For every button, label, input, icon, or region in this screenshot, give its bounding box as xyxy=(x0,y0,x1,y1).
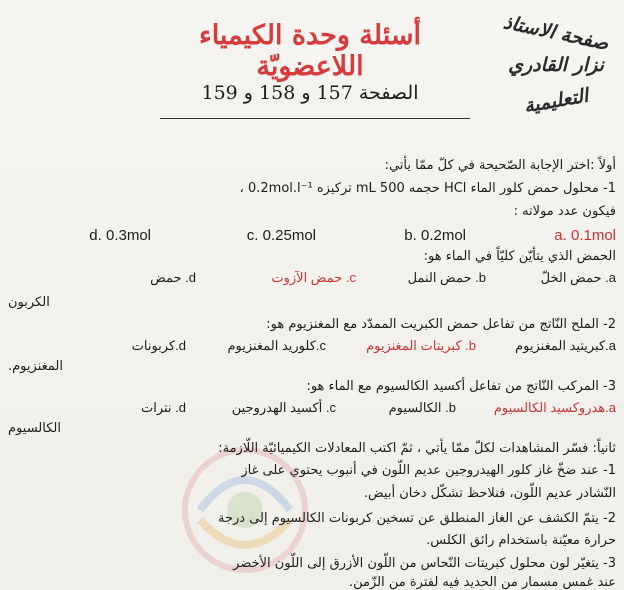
header-divider xyxy=(160,118,470,119)
q2-option-d[interactable]: d.كربونات xyxy=(131,338,186,353)
q1-option-c[interactable]: c. 0.25mol xyxy=(246,227,316,244)
s1-line1: 1- عند ضخّ غاز كلور الهيدروجين عديم اللّون في أنبوب يحتوي على غاز xyxy=(241,463,616,478)
q-acid-option-b[interactable]: b. حمض النمل xyxy=(407,270,486,285)
section1-intro: أولاً :اختر الإجابة الصّحيحة في كلّ ممّا يأتي: xyxy=(384,158,616,173)
q3-wrap: الكالسيوم xyxy=(8,421,61,436)
q2-option-b[interactable]: b. كبريتات المغنزيوم xyxy=(366,338,476,353)
q1-line2: فيكون عدد مولاته : xyxy=(513,204,616,219)
q3-option-d[interactable]: d. نترات xyxy=(140,400,186,415)
q1-option-a[interactable]: a. 0.1mol xyxy=(554,227,616,244)
q-acid-line1: الحمض الذي يتأيّن كليّاً في الماء هو: xyxy=(423,249,616,264)
q2-option-a[interactable]: a.كبريتيد المغنزيوم xyxy=(515,338,616,353)
q3-option-a[interactable]: a.هدروكسيد الكالسيوم xyxy=(493,400,616,415)
q-acid-wrap: الكربون xyxy=(8,295,50,310)
s2-line2: حرارة معيّنة باستخدام رائق الكلس. xyxy=(426,533,616,548)
page-title: أسئلة وحدة الكيمياء اللاعضويّة xyxy=(199,20,421,82)
q3-line1: 3- المركب النّاتج من تفاعل أكسيد الكالسيوم مع الماء هو: xyxy=(306,379,616,394)
q1-options xyxy=(8,227,616,247)
s1-line2: النّشادر عديم اللّون، فنلاحظ تشكّل دخان أبيض. xyxy=(363,486,616,501)
s3-line2: عند غمس مسمار من الحديد فيه لفترة من الزّمن. xyxy=(348,575,616,590)
q-acid-option-d[interactable]: d. حمض xyxy=(150,270,196,285)
s2-line1: 2- يتمّ الكشف عن الغاز المنطلق عن تسخين كربونات الكالسيوم إلى درجة xyxy=(217,511,616,526)
q2-option-c[interactable]: c.كلوريد المغنزيوم xyxy=(227,338,326,353)
q-acid-options xyxy=(8,270,616,290)
q-acid-option-c[interactable]: c. حمض الآزوت xyxy=(271,270,356,285)
q3-option-b[interactable]: b. الكالسيوم xyxy=(388,400,456,415)
section2-intro: ثانياً: فسّر المشاهدات لكلّ ممّا يأتي ، ثمّ اكتب المعادلات الكيميائيّة اللّازمة: xyxy=(218,441,616,456)
q3-option-c[interactable]: c. أكسيد الهدروجين xyxy=(231,400,336,415)
q2-wrap: المغنزيوم. xyxy=(8,359,63,374)
q2-options xyxy=(8,338,616,358)
logo-line-1: صفحة الاستاذ xyxy=(501,11,611,55)
logo-line-2: نزار القادري xyxy=(508,54,604,76)
q-acid-option-a[interactable]: a. حمض الخلّ xyxy=(540,270,616,285)
q3-options xyxy=(8,400,616,420)
page-subtitle: الصفحة 157 و 158 و 159 xyxy=(201,82,419,104)
q1-option-d[interactable]: d. 0.3mol xyxy=(89,227,151,244)
q1-line1: 1- محلول حمض كلور الماء HCl حجمه 500 mL تركيزه 0.2mol.l⁻¹ ، xyxy=(239,181,616,196)
logo-line-3: التعليمية xyxy=(522,84,590,118)
q2-line1: 2- الملح النّاتج من تفاعل حمض الكبريت الممدّد مع المغنزيوم هو: xyxy=(266,317,616,332)
s3-line1: 3- يتغيّر لون محلول كبريتات النّحاس من اللّون الأزرق إلى اللّون الأخضر xyxy=(233,556,616,571)
q1-option-b[interactable]: b. 0.2mol xyxy=(404,227,466,244)
teacher-logo xyxy=(496,11,616,140)
